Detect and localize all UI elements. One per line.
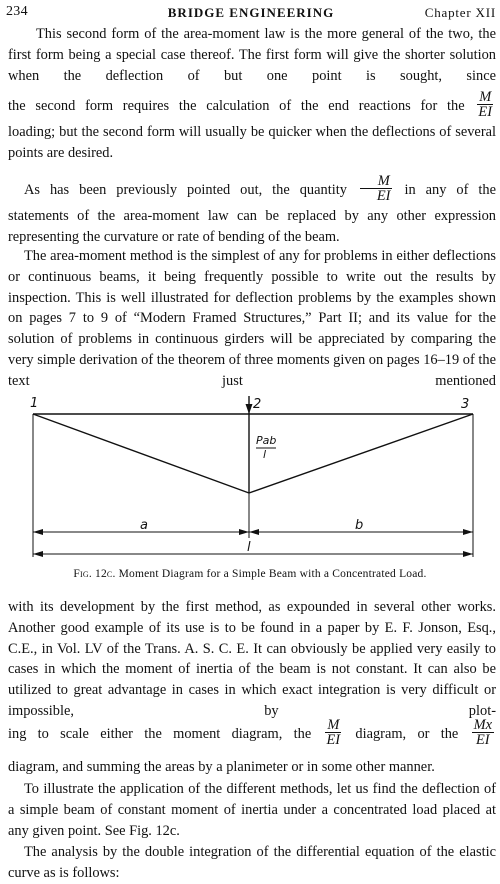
paragraph-4b <box>8 717 496 749</box>
paragraph-2c: statements of the area-moment law can be replaced by any other expression representing the curvature or rate of bending of the beam. <box>8 208 496 245</box>
arrowhead <box>463 551 473 557</box>
figure-number: Fig. 12c. <box>73 568 116 580</box>
moment-diagram-figure <box>0 392 500 582</box>
paragraph-4b-text: ing to scale either the moment diagram, the <box>8 725 312 742</box>
paragraph-2a-text: As has been previously pointed out, the quantity <box>24 181 347 198</box>
arrowhead <box>33 551 43 557</box>
arrowhead <box>33 529 43 535</box>
paragraph-1b <box>8 89 496 121</box>
running-title: BRIDGE ENGINEERING <box>167 5 335 20</box>
page-number: 234 <box>6 4 28 19</box>
fraction-m-over-ei <box>359 174 393 203</box>
fraction-m-over-ei <box>476 90 494 119</box>
fraction-denominator: EI <box>476 732 490 748</box>
fraction-denominator: EI <box>376 188 391 204</box>
paragraph-1b-text: the second form requires the calculation of the end reactions for the <box>8 97 465 114</box>
figure-caption-text: Moment Diagram for a Simple Beam with a Concentrated Load. <box>118 568 427 580</box>
arrowhead <box>249 529 259 535</box>
paragraph-4c: diagram, and summing the areas by a planimeter or in some other manner. <box>8 759 435 775</box>
point-label-1: 1 <box>30 396 39 411</box>
paragraph-2a <box>8 173 496 205</box>
point-label-2: 2 <box>253 397 262 412</box>
paragraph-4b-text: diagram, or the <box>355 725 459 742</box>
moment-numerator: Pab <box>256 434 277 447</box>
paragraph-1a: This second form of the area-moment law is the more general of the two, the first form being a special case thereof. The first form will give the shorter solution when the deflection of but one point is sought, since <box>8 26 496 84</box>
moment-denominator: l <box>263 448 267 461</box>
figure-caption <box>0 568 500 580</box>
arrowhead <box>463 529 473 535</box>
dimension-b: b <box>355 518 364 533</box>
load-arrowhead <box>246 404 253 414</box>
fraction-denominator: EI <box>326 732 341 748</box>
running-header <box>6 4 496 22</box>
moment-line-left <box>33 414 249 493</box>
paragraph-5: To illustrate the application of the different methods, let us find the deflection of a simple beam of constant moment of inertia under a concentrated load placed at any given point. See Fig. 12c. <box>8 781 496 839</box>
fraction-numerator: M <box>479 89 492 105</box>
fraction-numerator: M <box>360 174 392 189</box>
arrowhead <box>239 529 249 535</box>
point-label-3: 3 <box>461 397 470 412</box>
paragraph-6: The analysis by the double integration of the differential equation of the elastic curve as is follows: <box>8 844 496 881</box>
dimension-l: l <box>247 540 251 555</box>
paragraph-1c: loading; but the second form will usually be quicker when the deflections of several points are desired. <box>8 124 496 161</box>
moment-line-right <box>249 414 473 493</box>
fraction-numerator: Mx <box>473 717 492 733</box>
paragraph-2b-text: in any of the <box>404 181 496 198</box>
chapter-label: Chapter XII <box>424 5 496 20</box>
paragraph-4a: with its development by the first method, as expounded in several other works. Another good example of its use is to be found in a paper by E. F. Jonson, Esq., C.E., in Vol. LV of the Trans. A. S. C. E. It can obviously be applied very easily to cases in which the moment of inertia of the beam is not constant. It can also be utilized to great advantage in cases in which exact integration is very difficult or impossible, by plot- <box>8 599 496 719</box>
fraction-m-over-ei <box>325 718 343 747</box>
fraction-denominator: EI <box>478 104 492 120</box>
dimension-a: a <box>140 518 148 533</box>
fraction-numerator: M <box>327 717 340 733</box>
paragraph-3: The area-moment method is the simplest of any for problems in either deflections or continuous beams, it being frequently possible to write out the results by inspection. This is well illustrated for deflection problems by the examples shown on pages 7 to 9 of “Modern Framed Structures,” Part II; and its value for the solution of problems in continuous girders will be appreciated by comparing the very simple derivation of the theorem of three moments given on pages 16–19 of the text just mentioned <box>8 248 496 389</box>
fraction-mx-over-ei <box>472 718 494 747</box>
